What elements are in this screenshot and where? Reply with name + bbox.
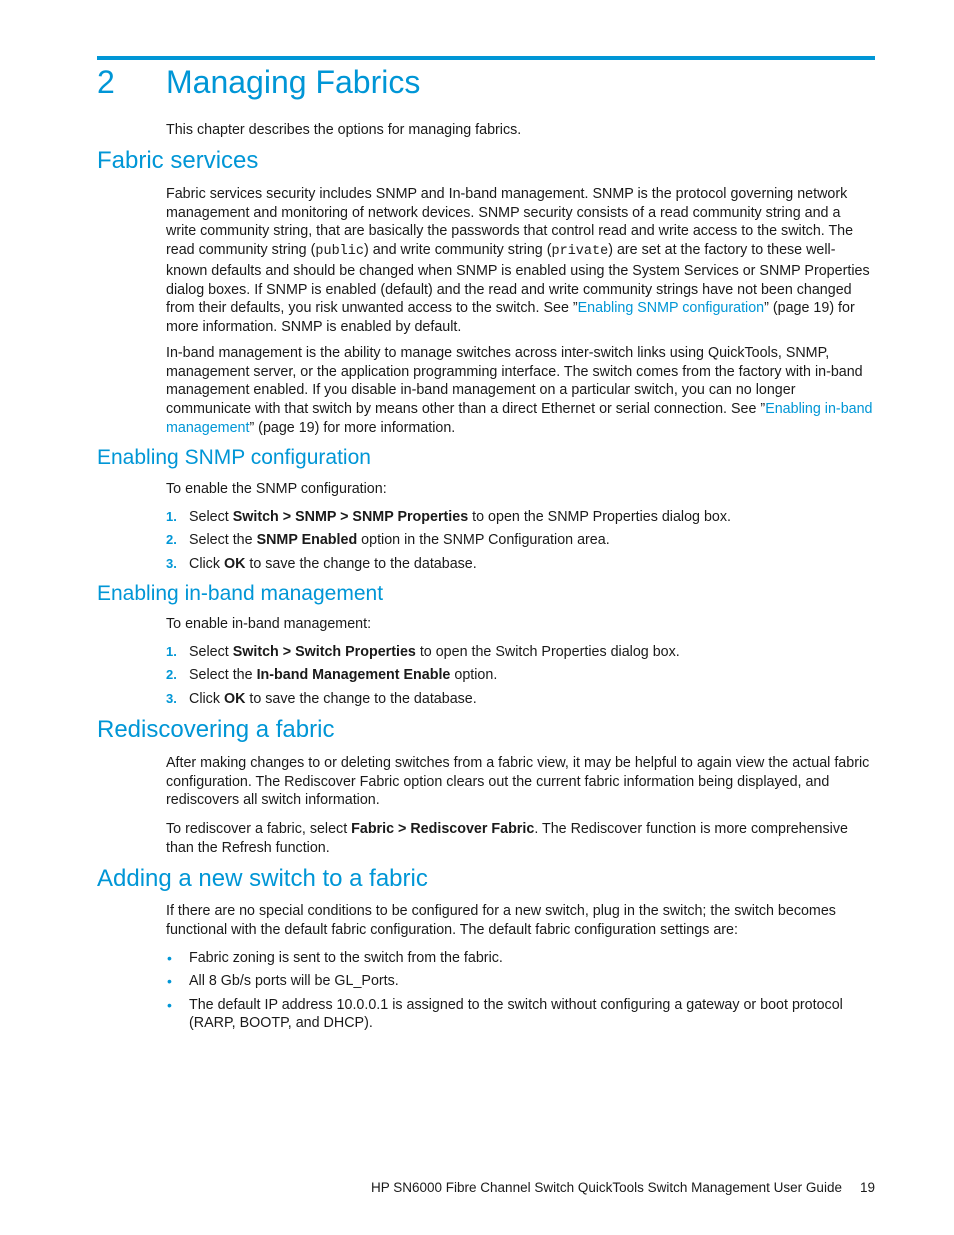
bullet-icon: • xyxy=(167,996,172,1013)
list-item xyxy=(166,643,874,662)
list-item xyxy=(166,972,874,991)
link-enabling-snmp-configuration[interactable]: Enabling SNMP configuration xyxy=(577,300,765,317)
chapter-heading xyxy=(97,62,420,102)
text-run: option in the SNMP Configuration area. xyxy=(357,532,610,549)
button-name: OK xyxy=(223,555,246,572)
page-footer xyxy=(371,1180,875,1195)
text-run: Select xyxy=(189,644,233,660)
list-item xyxy=(166,690,874,709)
chapter-rule xyxy=(97,56,875,60)
text-run: option. xyxy=(450,667,498,684)
list-item xyxy=(166,666,874,685)
bullet-text: Fabric zoning is sent to the switch from the fabric. xyxy=(189,950,503,966)
text-run: ) are set at the factory to these well-known defaults and should be changed when SNMP is enabled using the System Services or SNMP Properties dialog boxes. If SNMP is enabled (default) and the read and write community strings have not been changed from their defaults, you risk unwanted access to the switch. See ” xyxy=(166,242,870,317)
chapter-title: Managing Fabrics xyxy=(166,64,421,100)
code-private: private xyxy=(551,244,609,260)
text-run: Select the xyxy=(189,667,257,684)
list-item xyxy=(166,531,874,550)
text-run: Fabric services security includes SNMP and In-band management. SNMP is the protocol governing network management and monitoring of network devices. SNMP security consists of a read community string and a write community string, that are basically the passwords that control read and write access to the switch. The read community string ( xyxy=(166,186,854,259)
text-run: Click xyxy=(189,690,224,707)
step-number: 3. xyxy=(166,555,177,571)
text-run: to open the SNMP Properties dialog box. xyxy=(468,509,731,525)
chapter-intro: This chapter describes the options for managing fabrics. xyxy=(166,122,522,138)
footer-title: HP SN6000 Fibre Channel Switch QuickTools Switch Management User Guide xyxy=(370,1180,842,1195)
text-run: Click xyxy=(189,555,224,572)
text-run: Select the xyxy=(189,532,257,549)
heading-fabric-services: Fabric services xyxy=(97,147,259,174)
fabric-services-paragraph-2 xyxy=(166,344,874,438)
step-number: 2. xyxy=(166,532,177,548)
link-enabling-in-band-management[interactable]: Enabling in-band management xyxy=(166,401,873,436)
step-number: 1. xyxy=(166,644,177,659)
bullet-text: All 8 Gb/s ports will be GL_Ports. xyxy=(189,973,399,990)
heading-adding-a-new-switch: Adding a new switch to a fabric xyxy=(97,865,428,892)
text-run: ” (page 19) for more information. SNMP is enabled by default. xyxy=(166,300,855,335)
rediscover-paragraph-1: After making changes to or deleting switches from a fabric view, it may be helpful to again view the actual fabric configuration. The Rediscover Fabric option clears out the current fabric information being displayed, and rediscovers all switch information. xyxy=(166,755,870,809)
heading-rediscovering-a-fabric: Rediscovering a fabric xyxy=(97,716,335,743)
text-run: ” (page 19) for more information. xyxy=(249,419,456,436)
bullet-icon: • xyxy=(167,973,172,990)
option-name: SNMP Enabled xyxy=(256,532,358,549)
button-name: OK xyxy=(223,690,246,707)
step-number: 2. xyxy=(166,667,177,683)
menu-path: Fabric > Rediscover Fabric xyxy=(351,821,535,837)
heading-enabling-snmp-configuration: Enabling SNMP configuration xyxy=(97,446,371,469)
rediscover-paragraph-2 xyxy=(166,820,874,857)
option-name: In-band Management Enable xyxy=(256,667,451,684)
page-number: 19 xyxy=(859,1180,875,1195)
inband-intro: To enable in-band management: xyxy=(166,616,372,632)
snmp-config-intro: To enable the SNMP configuration: xyxy=(166,481,387,497)
code-public: public xyxy=(315,244,364,260)
bullet-icon: • xyxy=(167,950,172,966)
default-settings-list xyxy=(166,949,874,1038)
fabric-services-paragraph-1 xyxy=(166,185,874,337)
text-run: Select xyxy=(189,509,233,525)
menu-path: Switch > SNMP > SNMP Properties xyxy=(232,509,469,525)
text-run: to open the Switch Properties dialog box. xyxy=(415,644,680,660)
inband-steps xyxy=(166,643,874,713)
text-run: to save the change to the database. xyxy=(245,690,477,707)
heading-enabling-in-band-management: Enabling in-band management xyxy=(97,582,384,605)
list-item xyxy=(166,996,874,1033)
text-run: ) and write community string ( xyxy=(363,242,552,259)
text-run: In-band management is the ability to manage switches across inter-switch links using QuickTools, SNMP, management server, or the application programming interface. The switch comes from the factory with in-band management enabled. If you disable in-band management on a particular switch, you can no longer communicate with that switch by means other than a direct Ethernet or serial connection. See ” xyxy=(166,345,863,418)
list-item xyxy=(166,949,874,968)
menu-path: Switch > Switch Properties xyxy=(232,644,416,660)
text-run: . The Rediscover function is more comprehensive than the Refresh function. xyxy=(166,821,848,856)
list-item xyxy=(166,508,874,527)
text-run: To rediscover a fabric, select xyxy=(166,821,352,837)
step-number: 1. xyxy=(166,509,177,524)
snmp-config-steps xyxy=(166,508,874,578)
chapter-number: 2 xyxy=(97,64,115,100)
adding-paragraph: If there are no special conditions to be configured for a new switch, plug in the switch; the switch becomes functional with the default fabric configuration. The default fabric configuration settings are: xyxy=(166,903,836,938)
step-number: 3. xyxy=(166,690,177,706)
list-item xyxy=(166,555,874,574)
text-run: to save the change to the database. xyxy=(245,555,477,572)
bullet-text: The default IP address 10.0.0.1 is assigned to the switch without configuring a gateway or boot protocol (RARP, BOOTP, and DHCP). xyxy=(189,996,843,1032)
